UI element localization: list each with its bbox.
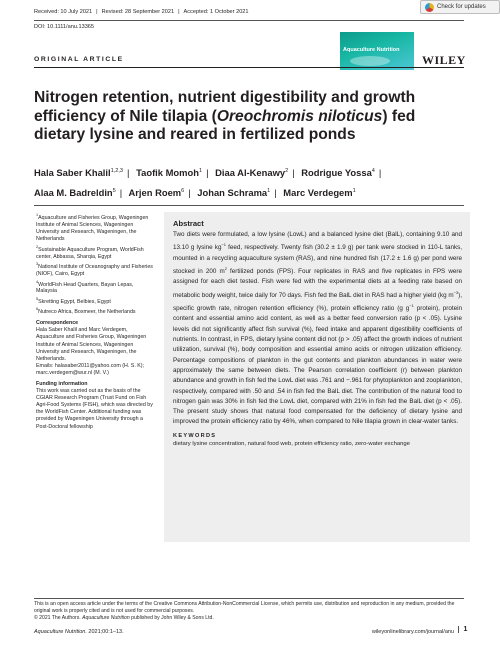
abstract-box bbox=[164, 212, 470, 542]
correspondence-text: Hala Saber Khalil and Marc Verdegem, Aquaculture and Fisheries Group, Wageningen Institute of Animal Sciences, Wageningen University and Research, Wageningen, the Netherlands. bbox=[36, 327, 147, 362]
correspondence-emails[interactable]: Emails: halasaber2011@yahoo.com (H. S. K); marc.verdegem@wur.nl (M. V.) bbox=[36, 362, 145, 376]
abstract-text: Two diets were formulated, a low lysine (LowL) and a balanced lysine diet (BalL), containing 9.10 and 13.10 g lysine $kg^{-1}$ feed, respectively. Twenty fish (30.2 ± 1.9 g) per tank were stocked in 110-L tanks, mounted in a recycling aquaculture system (RAS), and nine hundred fish (17.2 ± 1.6 g) per pond were stocked in 200 $m^2$ fertilized ponds (FPS). Four replicates in RAS and five replicates in FPS were assigned for each diet tested. Fish were fed with the experimental diets at a feeding rate based on metabolic body weight, twice daily for 70 days. Fish fed the BalL diet in RAS had a higher yield (kg $m^{-3}$), specific growth rate, nitrogen retention efficiency (%), protein efficiency ratio (g $g^{-1}$ protein), protein content and essential amino acid content, as well as a better feed conversion ratio (p < .05). Lysine levels did not significantly affect fish survival (%), feed intake and apparent digestibility coefficients of nutrients. In contrast, in FPS, dietary lysine content did not (p > .05) affect the growth indices of nutrient utilization, survival (%), body composition and essential amino acids or nitrogen utilization efficiency. Percentage compositions of plankton in the gut contents and plankton abundances in water were approximately the same between diets. The Pearson correlation coefficient (r) between plankton abundance and growth in fish fed the LowL diet was .761 and −.961 for phytoplankton and zooplankton, respectively, compared with .50 and .54 in fish fed the BalL diet. The contribution of the natural food to nitrogen gain was 30% in fish fed the LowL diet, compared with 21% in fish fed the BalL diet (p < .05). The present study shows that natural food compensated for the deficiency of dietary lysine and improved the protein efficiency ratio by 46%, when compared to Nile tilapia grown in clear-water tanks. bbox=[173, 231, 462, 426]
check-for-updates-button[interactable] bbox=[420, 0, 500, 14]
received-date: Received: 10 July 2021 bbox=[34, 9, 93, 15]
author[interactable]: Diaa Al-Kenawy$^2$ bbox=[215, 167, 289, 179]
revised-date: Revised: 28 September 2021 bbox=[101, 9, 175, 15]
copyright-text: © 2021 The Authors. Aquaculture Nutrition published by John Wiley & Sons Ltd. bbox=[34, 615, 214, 622]
header-divider bbox=[34, 20, 464, 21]
sidebar-notes bbox=[36, 212, 154, 431]
history-line bbox=[34, 9, 249, 15]
funding-heading: Funding information bbox=[36, 380, 88, 387]
article-type-divider bbox=[34, 67, 464, 68]
title-species: Oreochromis niloticus bbox=[216, 107, 383, 125]
crossmark-icon bbox=[425, 3, 434, 12]
affiliation: $^5$Skretting Egypt, Belbies, Egypt bbox=[36, 297, 111, 305]
paper-title bbox=[34, 89, 470, 145]
author[interactable]: Hala Saber Khalil$^{1,2,3}$ bbox=[34, 167, 124, 179]
author[interactable]: Alaa M. Badreldin$^5$ bbox=[34, 187, 116, 199]
authors-divider bbox=[34, 205, 464, 206]
author[interactable]: Arjen Roem$^6$ bbox=[128, 187, 185, 199]
keywords-list: dietary lysine concentration, natural food web, protein efficiency ratio, zero-water exchange bbox=[173, 440, 410, 447]
journal-logo-text: Aquaculture Nutrition bbox=[343, 47, 400, 53]
license-divider bbox=[34, 598, 464, 599]
affiliation: $^4$WorldFish Head Quarters, Bayan Lepas, Malaysia bbox=[36, 279, 134, 295]
check-updates-label: Check for updates bbox=[437, 4, 486, 10]
funding-text: This work was carried out as the basis of the CGIAR Research Program (Trust Fund on Fish Agri-Food Systems (FISH), which was directed by the WorldFish Center. Additional funding was provided by Wageningen University through a Post-Doctoral fellowship bbox=[36, 388, 153, 430]
separator: | bbox=[96, 9, 98, 15]
footer-url[interactable]: wileyonlinelibrary.com/journal/anu bbox=[371, 629, 454, 635]
title-part-2: ) fed dietary lysine and reared in fertilized ponds bbox=[34, 107, 416, 144]
page-number: 1 bbox=[458, 626, 468, 633]
affiliation: $^3$National Institute of Oceanography and Fisheries (NIOF), Cairo, Egypt bbox=[36, 262, 153, 277]
accepted-date: Accepted: 1 October 2021 bbox=[183, 9, 249, 15]
article-type: ORIGINAL ARTICLE bbox=[34, 56, 124, 63]
affiliation: $^1$Aquaculture and Fisheries Group, Wageningen Institute of Animal Sciences, Wageningen University and Research, Wageningen, the Netherlands bbox=[36, 213, 149, 243]
correspondence-heading: Correspondence bbox=[36, 320, 79, 327]
title-part-1: Nitrogen retention, nutrient digestibility and growth efficiency of Nile tilapia ( bbox=[34, 89, 416, 125]
author[interactable]: Taofik Momoh$^1$ bbox=[136, 167, 203, 179]
license-text: This is an open access article under the terms of the Creative Commons Attribution-NonCommercial License, which permits use, distribution and reproduction in any medium, provided the original work is properly cited and is not used for commercial purposes. bbox=[34, 601, 455, 615]
separator: | bbox=[178, 9, 180, 15]
journal-logo bbox=[340, 32, 414, 70]
author[interactable]: Rodrigue Yossa$^4$ bbox=[301, 167, 375, 179]
license-notice bbox=[34, 601, 470, 623]
publisher-logo: WILEY bbox=[422, 53, 466, 67]
doi[interactable]: DOI: 10.1111/anu.13365 bbox=[34, 24, 95, 30]
footer-citation: Aquaculture Nutrition. 2021;00:1–13. bbox=[34, 629, 124, 635]
affiliation: $^6$Nutreco Africa, Boxmeer, the Netherlands bbox=[36, 307, 136, 316]
author[interactable]: Marc Verdegem$^1$ bbox=[283, 187, 356, 199]
abstract-heading: Abstract bbox=[173, 219, 204, 228]
keywords-heading: KEYWORDS bbox=[173, 432, 217, 439]
fish-icon bbox=[350, 56, 390, 66]
author[interactable]: Johan Schrama$^1$ bbox=[197, 187, 271, 199]
affiliation: $^2$Sustainable Aquaculture Program, WorldFish center, Abbassa, Sharqia, Egypt bbox=[36, 244, 144, 260]
author-list: Hala Saber Khalil$^{1,2,3}$ | Taofik Momoh$^1$ | Diaa Al-Kenawy$^2$ | Rodrigue Yossa$^4$ | Alaa M. Badreldin$^5$ | Arjen Roem$^6$ | Johan Schrama$^1$ | Marc Verdegem$^1$ bbox=[34, 167, 382, 199]
